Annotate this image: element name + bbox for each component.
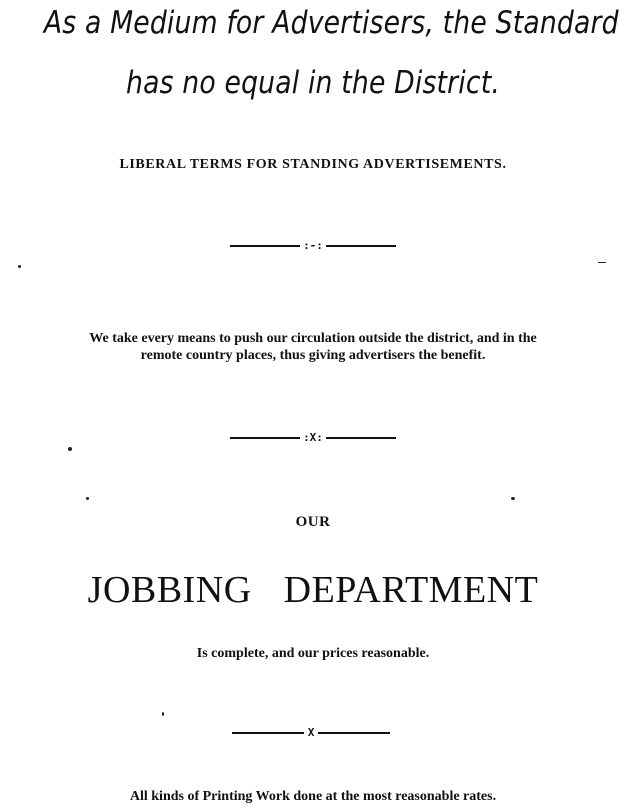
ornamental-rule-3 [232,727,390,739]
rule-bar [230,245,300,247]
rule-bar [318,732,390,734]
rule-ornament: :X: [303,431,323,444]
ornamental-rule-2 [230,432,396,444]
rule-bar [230,437,300,439]
print-speck [86,497,89,500]
circulation-line-2: remote country places, thus giving advertisers the benefit. [140,348,486,363]
printing-work-line: All kinds of Printing Work done at the most reasonable rates. [129,789,497,804]
liberal-terms-line: LIBERAL TERMS FOR STANDING ADVERTISEMENTS. [119,157,507,172]
circulation-line-1: We take every means to push our circulation outside the district, and in the [89,331,537,346]
print-speck [18,265,21,268]
headline-line-1: As a Medium for Advertisers, the Standard [43,5,619,41]
headline-line-2: has no equal in the District. [126,65,500,101]
rule-bar [326,437,396,439]
jobbing-department-title: JOBBING DEPARTMENT [87,569,539,611]
prices-reasonable-line: Is complete, and our prices reasonable. [196,646,430,661]
rule-ornament: :-: [303,239,323,252]
ornamental-rule-1 [230,240,396,252]
print-speck [162,712,164,716]
rule-bar [326,245,396,247]
print-speck [68,447,72,451]
rule-bar [232,732,304,734]
rule-ornament: X [307,726,315,739]
print-speck [598,262,606,263]
our-heading: OUR [295,514,331,530]
print-speck [511,497,515,500]
